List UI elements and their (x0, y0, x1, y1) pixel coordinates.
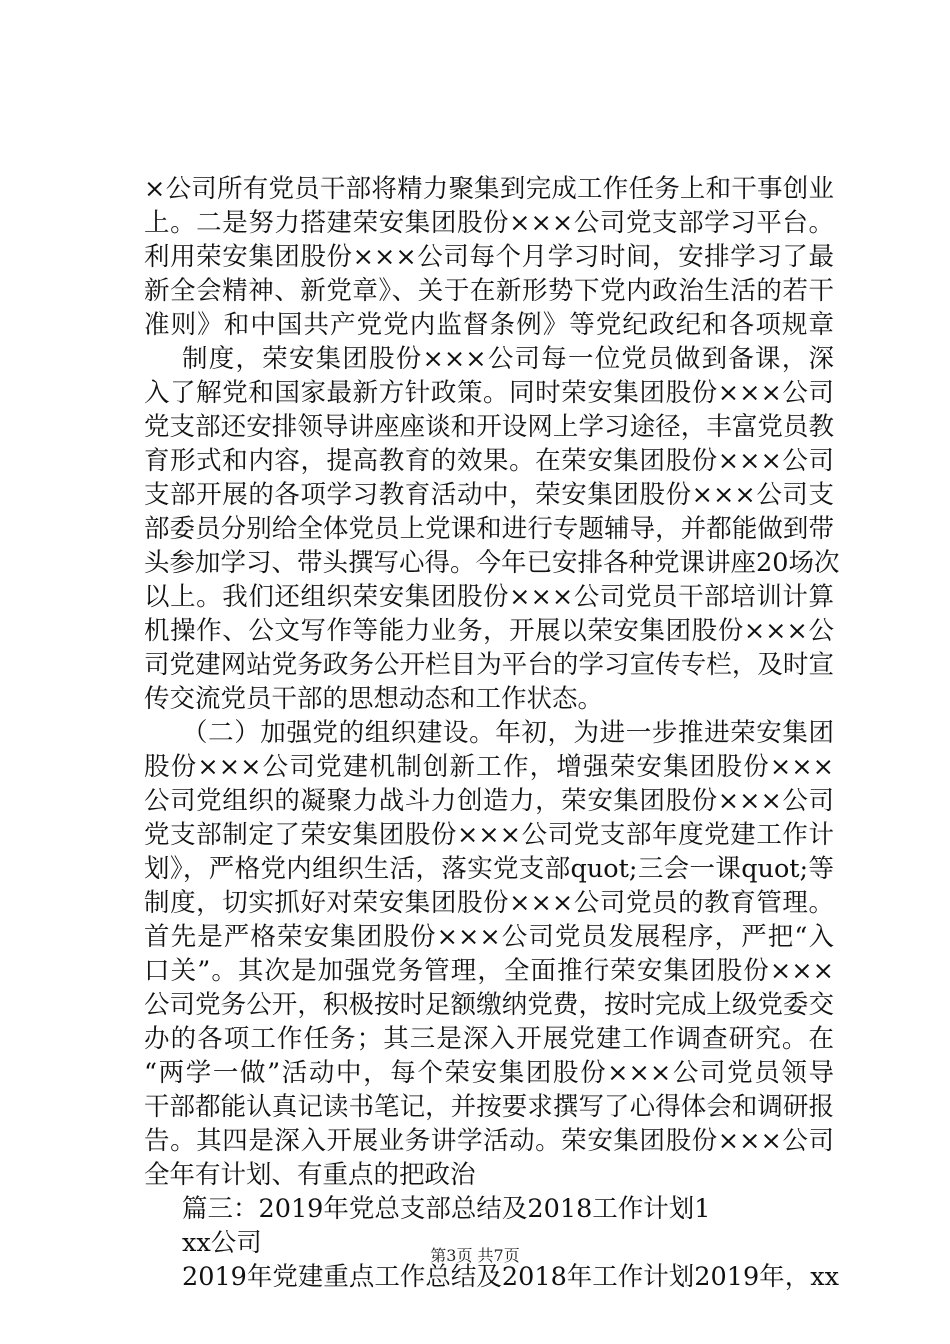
section-heading-line: （二）加强党的组织建设。年初，为进一步推进荣安集团 (182, 718, 834, 748)
text-line: 准则》和中国共产党党内监督条例》等党纪政纪和各项规章 (144, 310, 834, 340)
text-line: 新全会精神、新党章》、关于在新形势下党内政治生活的若干 (144, 276, 834, 306)
text-line: 党支部还安排领导讲座座谈和开设网上学习途径，丰富党员教 (144, 412, 834, 442)
summary-title-line: 2019年党建重点工作总结及2018年工作计划2019年，xx (182, 1262, 839, 1292)
text-line: 育形式和内容，提高教育的效果。在荣安集团股份×××公司 (144, 446, 834, 476)
text-line: 党支部制定了荣安集团股份×××公司党支部年度党建工作计 (144, 820, 834, 850)
text-line: 制度，切实抓好对荣安集团股份×××公司党员的教育管理。 (144, 888, 834, 918)
text-line: 入了解党和国家最新方针政策。同时荣安集团股份×××公司 (144, 378, 834, 408)
paragraph-end-line: 全年有计划、有重点的把政治 (144, 1160, 476, 1190)
text-line: 以上。我们还组织荣安集团股份×××公司党员干部培训计算 (144, 582, 834, 612)
text-line: 告。其四是深入开展业务讲学活动。荣安集团股份×××公司 (144, 1126, 834, 1156)
text-line: 头参加学习、带头撰写心得。今年已安排各种党课讲座20场次 (144, 548, 840, 578)
text-line: 办的各项工作任务；其三是深入开展党建工作调查研究。在 (144, 1024, 834, 1054)
page-number-footer: 第3页 共7页 (430, 1246, 520, 1265)
text-line: 干部都能认真记读书笔记，并按要求撰写了心得体会和调研报 (144, 1092, 834, 1122)
text-line: 口关”。其次是加强党务管理，全面推行荣安集团股份××× (144, 956, 834, 986)
text-line: 首先是严格荣安集团股份×××公司党员发展程序，严把“入 (144, 922, 834, 952)
text-line: “两学一做”活动中，每个荣安集团股份×××公司党员领导 (144, 1058, 834, 1088)
text-line: 上。二是努力搭建荣安集团股份×××公司党支部学习平台。 (144, 208, 834, 238)
company-name: xx公司 (182, 1228, 262, 1258)
text-line: 公司党务公开，积极按时足额缴纳党费，按时完成上级党委交 (144, 990, 834, 1020)
text-line: 划》，严格党内组织生活，落实党支部quot;三会一课quot;等 (144, 854, 834, 884)
text-line: 司党建网站党务政务公开栏目为平台的学习宣传专栏，及时宣 (144, 650, 834, 680)
text-line: 部委员分别给全体党员上党课和进行专题辅导，并都能做到带 (144, 514, 834, 544)
text-line: 股份×××公司党建机制创新工作，增强荣安集团股份××× (144, 752, 834, 782)
section-title: 篇三：2019年党总支部总结及2018工作计划1 (182, 1194, 711, 1224)
text-line: ×公司所有党员干部将精力聚集到完成工作任务上和干事创业 (144, 174, 834, 204)
text-line: 支部开展的各项学习教育活动中，荣安集团股份×××公司支 (144, 480, 834, 510)
paragraph-start-line: 制度，荣安集团股份×××公司每一位党员做到备课，深 (182, 344, 834, 374)
document-body (144, 172, 840, 1294)
paragraph-end-line: 传交流党员干部的思想动态和工作状态。 (144, 684, 604, 714)
text-line: 机操作、公文写作等能力业务，开展以荣安集团股份×××公 (144, 616, 834, 646)
text-line: 公司党组织的凝聚力战斗力创造力，荣安集团股份×××公司 (144, 786, 834, 816)
text-line: 利用荣安集团股份×××公司每个月学习时间，安排学习了最 (144, 242, 834, 272)
